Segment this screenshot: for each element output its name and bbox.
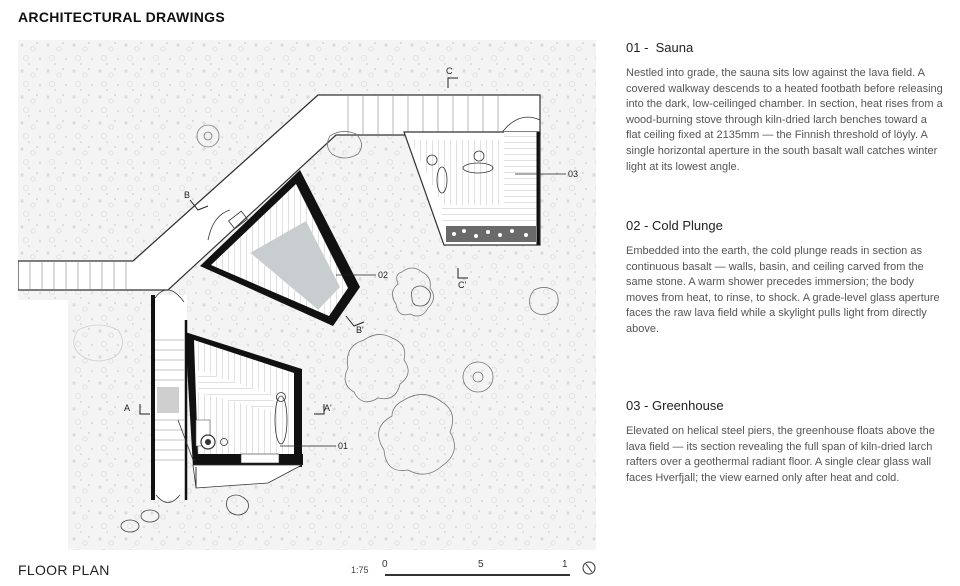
section-mark-a: A xyxy=(124,403,131,413)
scale-tick-5: 5 xyxy=(478,559,484,570)
callout-02: 02 xyxy=(378,270,389,280)
section-body: Embedded into the earth, the cold plunge reads in section as continuous basalt — walls, basin, and ceiling carved from the same stone. A warm shower precedes immersion; the body moves from heat, to rinse, to shock. A grade-level glass aperture faces the raw lava field while a skylight pulls light from directly above. xyxy=(626,245,940,335)
section-greenhouse xyxy=(626,398,944,486)
section-mark-b-prime: B' xyxy=(356,325,364,335)
section-mark-c-prime: C' xyxy=(458,280,467,290)
scale-tick-0: 0 xyxy=(382,559,388,570)
section-cold-plunge xyxy=(626,218,944,338)
section-sauna xyxy=(626,40,944,175)
section-body: Nestled into grade, the sauna sits low against the lava field. A covered walkway descends to a heated footbath before releasing into the dark, low-ceilinged chamber. In section, heat rises from a wood-burning stove through kiln-dried larch benches toward a flat ceiling fixed at 2135mm — the Finnish threshold of löyly. A single horizontal aperture in the south basalt wall catches winter light at its lowest angle. xyxy=(626,67,943,173)
scale-tick-1: 1 xyxy=(562,559,568,570)
section-title: 01 - Sauna xyxy=(626,40,694,55)
section-title: 02 - Cold Plunge xyxy=(626,218,723,233)
section-body: Elevated on helical steel piers, the greenhouse floats above the lava field — its section revealing the full span of kiln-dried larch rafters over a geothermal radiant floor. A single clear glass wall faces Hverfjall; the view earned only after heat and cold. xyxy=(626,425,935,484)
section-mark-c: C xyxy=(446,66,453,76)
floor-plan-title: FLOOR PLAN xyxy=(18,562,110,578)
callout-01: 01 xyxy=(338,441,349,451)
section-title: 03 - Greenhouse xyxy=(626,398,724,413)
north-arrow-icon xyxy=(582,561,596,575)
section-mark-b: B xyxy=(184,190,191,200)
scale-ratio: 1:75 xyxy=(351,565,369,575)
callout-03: 03 xyxy=(568,169,579,179)
section-mark-a-prime: A' xyxy=(324,403,332,413)
floor-plan-drawing xyxy=(18,40,596,550)
page-title: ARCHITECTURAL DRAWINGS xyxy=(18,9,226,25)
scale-bar xyxy=(385,574,570,576)
